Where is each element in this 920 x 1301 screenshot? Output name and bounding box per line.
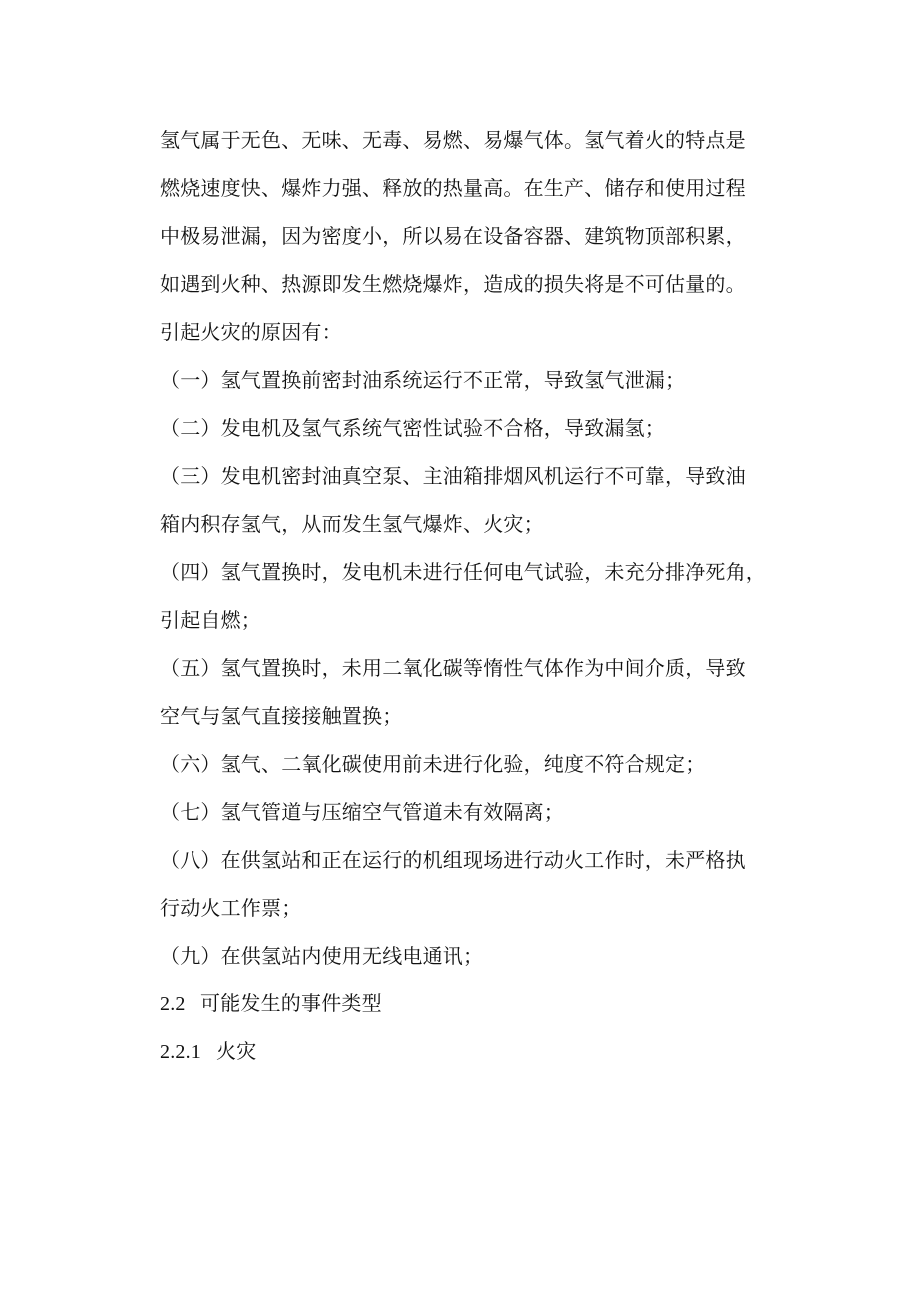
- section-heading: [160, 980, 760, 1028]
- intro-line: 引起火灾的原因有：: [160, 320, 342, 344]
- section-title: 可能发生的事件类型: [200, 993, 382, 1015]
- section-number: 2.2: [160, 993, 186, 1015]
- cause-line: （八）在供氢站和正在运行的机组现场进行动火工作时，未严格执: [160, 848, 746, 872]
- cause-line: （五）氢气置换时，未用二氧化碳等惰性气体作为中间介质，导致: [160, 656, 746, 680]
- subsection-heading: [160, 1028, 760, 1076]
- cause-item-5: [160, 644, 760, 740]
- intro-line: 燃烧速度快、爆炸力强、释放的热量高。在生产、储存和使用过程: [160, 176, 746, 200]
- cause-line: （四）氢气置换时，发电机未进行任何电气试验，未充分排净死角，: [160, 560, 766, 584]
- cause-line: （一）氢气置换前密封油系统运行不正常，导致氢气泄漏；: [160, 368, 686, 392]
- document-body: [160, 116, 766, 1076]
- cause-line: （七）氢气管道与压缩空气管道未有效隔离；: [160, 800, 564, 824]
- cause-line: 箱内积存氢气，从而发生氢气爆炸、火灾；: [160, 512, 544, 536]
- cause-line: 行动火工作票；: [160, 896, 302, 920]
- cause-item-4: [160, 548, 766, 644]
- cause-item-7: [160, 788, 760, 836]
- cause-item-3: [160, 452, 760, 548]
- subsection-number: 2.2.1: [160, 1041, 201, 1063]
- subsection-title: 火灾: [216, 1041, 257, 1063]
- cause-item-2: [160, 404, 760, 452]
- cause-item-6: [160, 740, 760, 788]
- cause-line: 引起自燃；: [160, 608, 261, 632]
- cause-line: 空气与氢气直接接触置换；: [160, 704, 403, 728]
- cause-list: [160, 356, 766, 980]
- cause-item-8: [160, 836, 760, 932]
- cause-item-9: [160, 932, 760, 980]
- intro-paragraph: [160, 116, 760, 356]
- cause-line: （九）在供氢站内使用无线电通讯；: [160, 944, 484, 968]
- cause-line: （三）发电机密封油真空泵、主油箱排烟风机运行不可靠，导致油: [160, 464, 746, 488]
- cause-item-1: [160, 356, 760, 404]
- intro-line: 氢气属于无色、无味、无毒、易燃、易爆气体。氢气着火的特点是: [160, 128, 746, 152]
- intro-line: 中极易泄漏，因为密度小，所以易在设备容器、建筑物顶部积累，: [160, 224, 746, 248]
- intro-line: 如遇到火种、热源即发生燃烧爆炸，造成的损失将是不可估量的。: [160, 272, 746, 296]
- cause-line: （二）发电机及氢气系统气密性试验不合格，导致漏氢；: [160, 416, 665, 440]
- cause-line: （六）氢气、二氧化碳使用前未进行化验，纯度不符合规定；: [160, 752, 706, 776]
